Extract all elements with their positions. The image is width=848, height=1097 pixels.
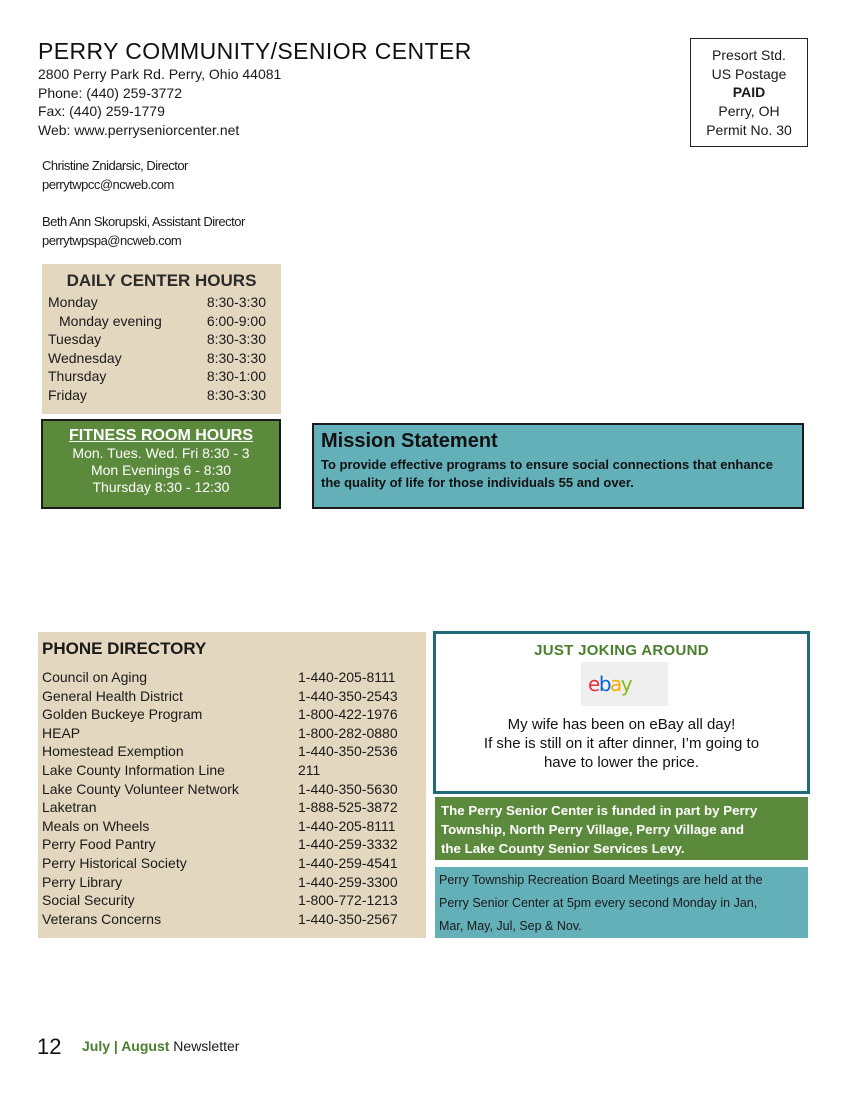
directory-row <box>42 688 422 706</box>
mission-text: To provide effective programs to ensure social connections that enhance the quality of life for those individuals 55 and over. <box>321 457 773 491</box>
directory-number: 1-440-350-2567 <box>298 910 398 927</box>
page-number: 12 <box>37 1034 62 1059</box>
issue-label: Newsletter <box>173 1038 240 1054</box>
directory-row <box>42 669 422 687</box>
directory-row <box>42 781 422 799</box>
directory-name: Perry Historical Society <box>42 855 187 871</box>
hours-day: Friday <box>48 387 87 403</box>
directory-row <box>42 892 422 910</box>
daily-center-hours <box>42 264 281 414</box>
directory-row <box>42 818 422 836</box>
directory-row <box>42 836 422 854</box>
postage-line-1: Presort Std. <box>712 47 786 63</box>
directory-number: 1-440-350-5630 <box>298 780 398 797</box>
joke-line: have to lower the price. <box>543 754 700 771</box>
directory-row <box>42 911 422 929</box>
hours-time: 8:30-3:30 <box>206 294 266 310</box>
newsletter-issue <box>82 1038 239 1054</box>
website: Web: www.perryseniorcenter.net <box>38 121 240 138</box>
phone-directory-title: PHONE DIRECTORY <box>42 639 207 658</box>
hours-day: Tuesday <box>48 331 102 348</box>
directory-name: Veterans Concerns <box>42 910 162 927</box>
directory-number: 1-440-259-3332 <box>298 836 398 853</box>
directory-name: Meals on Wheels <box>42 817 150 834</box>
director-email: perrytwpcc@ncweb.com <box>42 176 174 192</box>
daily-hours-title: DAILY CENTER HOURS <box>66 271 257 290</box>
recreation-line: Mar, May, Jul, Sep & Nov. <box>439 919 582 933</box>
assistant-director-email: perrytwpspa@ncweb.com <box>42 232 182 248</box>
funding-line: Township, North Perry Village, Perry Village and <box>441 822 744 837</box>
directory-row <box>42 725 422 743</box>
org-name: PERRY COMMUNITY/SENIOR CENTER <box>38 38 472 64</box>
funding-line: The Perry Senior Center is funded in part by Perry <box>441 803 758 818</box>
directory-number: 1-440-259-3300 <box>298 873 398 890</box>
postage-line-4: Perry, OH <box>718 103 780 120</box>
postage-indicia <box>690 38 808 147</box>
hours-time: 8:30-3:30 <box>206 349 266 366</box>
phone-directory <box>38 632 426 938</box>
directory-number: 1-888-525-3872 <box>298 799 398 816</box>
hours-day: Wednesday <box>48 349 122 366</box>
joke-title: JUST JOKING AROUND <box>534 642 709 659</box>
recreation-line: Perry Senior Center at 5pm every second Monday in Jan, <box>439 896 758 910</box>
directory-number: 1-440-350-2543 <box>298 687 398 704</box>
fitness-room-hours <box>41 419 281 509</box>
directory-row <box>42 706 422 724</box>
directory-name: General Health District <box>42 687 183 704</box>
hours-day: Monday evening <box>59 312 162 329</box>
hours-time: 8:30-3:30 <box>206 387 266 403</box>
svg-text:ebay: ebay <box>588 672 632 696</box>
phone: Phone: (440) 259-3772 <box>38 84 182 101</box>
joke-line: If she is still on it after dinner, I’m going to <box>483 735 760 752</box>
mission-statement <box>312 423 804 509</box>
fitness-title: FITNESS ROOM HOURS <box>68 427 253 444</box>
address: 2800 Perry Park Rd. Perry, Ohio 44081 <box>38 66 282 82</box>
fitness-row: Thursday 8:30 - 12:30 <box>92 479 230 495</box>
fitness-row: Mon. Tues. Wed. Fri 8:30 - 3 <box>72 445 250 461</box>
funding-line: the Lake County Senior Services Levy. <box>441 841 685 856</box>
joke-line: My wife has been on eBay all day! <box>507 716 736 733</box>
directory-name: HEAP <box>42 724 81 741</box>
hours-day: Thursday <box>48 368 107 385</box>
directory-name: Perry Library <box>42 873 123 890</box>
directory-row <box>42 799 422 817</box>
contact-block <box>38 65 281 139</box>
directory-number: 1-800-282-0880 <box>298 724 398 741</box>
directory-name: Laketran <box>42 799 97 816</box>
staff-contacts <box>42 157 245 250</box>
directory-row <box>42 762 422 780</box>
hours-day: Monday <box>48 294 98 310</box>
ebay-logo-icon <box>581 662 668 706</box>
directory-row <box>42 874 422 892</box>
recreation-line: Perry Township Recreation Board Meetings are held at the <box>439 873 763 887</box>
joke-text <box>436 715 807 772</box>
directory-name: Lake County Volunteer Network <box>42 780 239 797</box>
directory-number: 1-440-259-4541 <box>298 855 398 871</box>
fitness-row: Mon Evenings 6 - 8:30 <box>90 462 232 478</box>
postage-permit: Permit No. 30 <box>706 121 792 138</box>
directory-name: Lake County Information Line <box>42 762 225 778</box>
directory-number: 1-440-205-8111 <box>298 669 396 685</box>
directory-name: Council on Aging <box>42 669 148 685</box>
hours-time: 6:00-9:00 <box>206 312 266 329</box>
hours-time: 8:30-3:30 <box>206 331 266 348</box>
directory-number: 211 <box>298 762 321 778</box>
directory-number: 1-440-350-2536 <box>298 743 398 760</box>
directory-name: Golden Buckeye Program <box>42 706 203 723</box>
postage-paid: PAID <box>732 84 766 101</box>
joke-box <box>433 631 810 794</box>
directory-number: 1-800-772-1213 <box>298 892 398 909</box>
directory-name: Perry Food Pantry <box>42 836 156 853</box>
funding-notice <box>435 797 808 860</box>
fax: Fax: (440) 259-1779 <box>38 103 165 120</box>
assistant-director-name: Beth Ann Skorupski, Assistant Director <box>42 214 245 230</box>
issue-months: July | August <box>82 1038 170 1054</box>
directory-row <box>42 855 422 873</box>
directory-number: 1-440-205-8111 <box>298 817 396 834</box>
mission-title: Mission Statement <box>321 430 498 452</box>
hours-time: 8:30-1:00 <box>206 368 266 385</box>
directory-name: Homestead Exemption <box>42 743 184 760</box>
directory-number: 1-800-422-1976 <box>298 706 398 723</box>
directory-name: Social Security <box>42 892 135 909</box>
recreation-board-notice <box>435 867 808 938</box>
postage-line-2: US Postage <box>711 65 787 82</box>
director-name: Christine Znidarsic, Director <box>42 158 188 173</box>
directory-row <box>42 743 422 761</box>
